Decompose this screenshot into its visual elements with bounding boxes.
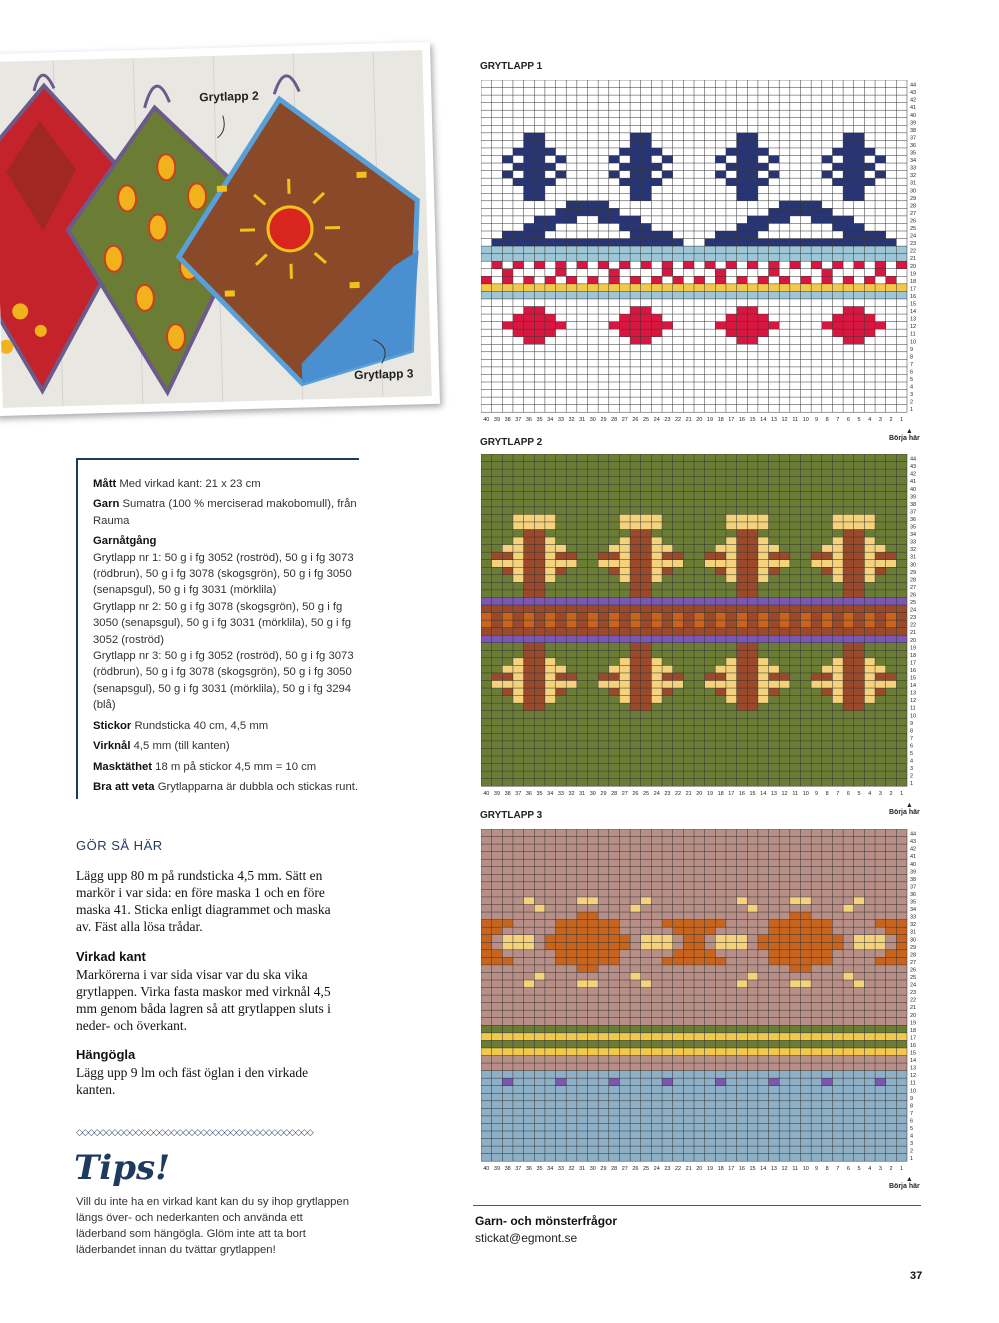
row-number: 36 bbox=[910, 142, 917, 149]
row-number: 37 bbox=[910, 509, 917, 516]
column-number: 40 bbox=[483, 791, 490, 798]
column-number: 15 bbox=[749, 1166, 756, 1173]
column-number: 32 bbox=[568, 1166, 575, 1173]
row-number: 19 bbox=[910, 1020, 917, 1027]
chart-3-title: GRYTLAPP 3 bbox=[480, 810, 543, 821]
row-number: 28 bbox=[910, 203, 917, 210]
row-number: 28 bbox=[910, 577, 917, 584]
column-number: 6 bbox=[846, 417, 850, 424]
needles-line: Stickor Rundsticka 40 cm, 4,5 mm bbox=[93, 719, 269, 732]
row-number: 34 bbox=[910, 532, 917, 539]
row-number: 3 bbox=[910, 392, 914, 399]
chart-2-title: GRYTLAPP 2 bbox=[480, 437, 543, 448]
column-number: 23 bbox=[664, 417, 671, 424]
diamond-divider: ◇◇◇◇◇◇◇◇◇◇◇◇◇◇◇◇◇◇◇◇◇◇◇◇◇◇◇◇◇◇◇◇◇◇◇◇◇◇◇◇ bbox=[76, 1127, 313, 1137]
row-number: 8 bbox=[910, 728, 914, 735]
row-number: 27 bbox=[910, 959, 917, 966]
column-number: 38 bbox=[504, 1166, 511, 1173]
column-number: 31 bbox=[579, 417, 586, 424]
column-number: 28 bbox=[611, 1166, 618, 1173]
row-number: 12 bbox=[910, 324, 917, 331]
chart-2-start: ▲ Börja här bbox=[889, 802, 920, 816]
row-number: 38 bbox=[910, 876, 917, 883]
crochet-edge-heading: Virkad kant bbox=[76, 949, 146, 964]
column-number: 8 bbox=[825, 417, 829, 424]
row-number: 27 bbox=[910, 584, 917, 591]
row-number: 22 bbox=[910, 248, 917, 255]
column-number: 24 bbox=[653, 791, 660, 798]
instructions-heading: GÖR SÅ HÄR bbox=[76, 838, 163, 853]
column-number: 39 bbox=[493, 1166, 501, 1173]
column-number: 27 bbox=[621, 417, 628, 424]
column-number: 12 bbox=[781, 1166, 788, 1173]
column-number: 8 bbox=[825, 791, 829, 798]
row-number: 40 bbox=[910, 861, 917, 868]
column-number: 30 bbox=[589, 791, 596, 798]
column-number: 19 bbox=[706, 1166, 714, 1173]
row-number: 40 bbox=[910, 112, 917, 119]
row-number: 30 bbox=[910, 188, 917, 195]
row-number: 39 bbox=[910, 494, 917, 501]
row-number: 1 bbox=[910, 1156, 914, 1163]
row-number: 15 bbox=[910, 675, 917, 682]
column-number: 19 bbox=[706, 417, 714, 424]
row-number: 38 bbox=[910, 501, 917, 508]
row-number: 7 bbox=[910, 361, 914, 368]
column-number: 2 bbox=[889, 417, 893, 424]
row-number: 5 bbox=[910, 1126, 914, 1132]
row-number: 20 bbox=[910, 263, 917, 270]
row-number: 4 bbox=[910, 1133, 914, 1140]
column-number: 34 bbox=[547, 791, 554, 798]
row-number: 26 bbox=[910, 218, 917, 225]
row-number: 7 bbox=[910, 1110, 914, 1117]
row-number: 25 bbox=[910, 975, 917, 981]
row-number: 19 bbox=[910, 645, 917, 652]
column-number: 34 bbox=[547, 417, 554, 424]
column-number: 2 bbox=[889, 791, 893, 798]
column-number: 25 bbox=[643, 1166, 650, 1173]
column-number: 7 bbox=[836, 791, 840, 798]
row-number: 17 bbox=[910, 1035, 917, 1042]
column-number: 16 bbox=[738, 1166, 745, 1173]
column-number: 31 bbox=[579, 1166, 586, 1173]
row-number: 43 bbox=[910, 839, 917, 846]
row-number: 2 bbox=[910, 399, 914, 406]
crochet-hook-line: Virknål 4,5 mm (till kanten) bbox=[93, 740, 230, 753]
column-number: 9 bbox=[814, 1166, 819, 1173]
column-number: 18 bbox=[717, 791, 724, 798]
row-number: 17 bbox=[910, 660, 917, 667]
row-number: 35 bbox=[910, 150, 917, 157]
column-number: 30 bbox=[589, 417, 596, 424]
column-number: 2 bbox=[889, 1166, 893, 1173]
row-number: 21 bbox=[910, 1005, 917, 1012]
column-number: 20 bbox=[696, 791, 703, 798]
row-number: 9 bbox=[910, 720, 914, 727]
row-number: 28 bbox=[910, 952, 917, 959]
row-number: 11 bbox=[910, 331, 916, 338]
row-number: 27 bbox=[910, 210, 917, 217]
contact-email[interactable]: stickat@egmont.se bbox=[475, 1231, 578, 1245]
column-number: 1 bbox=[900, 417, 904, 424]
row-number: 1 bbox=[910, 781, 914, 788]
row-number: 22 bbox=[910, 997, 917, 1004]
row-number: 11 bbox=[910, 705, 916, 712]
column-number: 5 bbox=[857, 791, 861, 798]
row-number: 32 bbox=[910, 547, 917, 554]
row-number: 36 bbox=[910, 891, 917, 898]
row-number: 32 bbox=[910, 173, 917, 180]
row-number: 16 bbox=[910, 293, 917, 300]
column-number: 36 bbox=[525, 1166, 532, 1173]
row-number: 5 bbox=[910, 377, 914, 383]
chart-2-grid bbox=[481, 454, 926, 802]
column-number: 35 bbox=[536, 1166, 543, 1173]
yarn-amount-heading: Garnåtgång bbox=[93, 535, 157, 548]
photo-label-grytlapp-2: Grytlapp 2 bbox=[199, 88, 259, 105]
row-number: 18 bbox=[910, 1027, 917, 1034]
row-number: 24 bbox=[910, 607, 917, 614]
column-number: 33 bbox=[557, 417, 564, 424]
row-number: 41 bbox=[910, 854, 917, 861]
row-number: 10 bbox=[910, 339, 917, 346]
row-number: 16 bbox=[910, 1042, 917, 1049]
row-number: 37 bbox=[910, 884, 917, 891]
column-number: 25 bbox=[643, 417, 650, 424]
row-number: 15 bbox=[910, 1050, 917, 1057]
row-number: 21 bbox=[910, 256, 917, 263]
column-number: 34 bbox=[547, 1166, 554, 1173]
column-number: 28 bbox=[611, 417, 618, 424]
row-number: 25 bbox=[910, 226, 917, 232]
column-number: 26 bbox=[632, 1166, 639, 1173]
row-number: 25 bbox=[910, 600, 917, 606]
row-number: 11 bbox=[910, 1080, 916, 1087]
column-number: 15 bbox=[749, 791, 756, 798]
row-number: 9 bbox=[910, 346, 914, 353]
row-number: 7 bbox=[910, 735, 914, 742]
row-number: 33 bbox=[910, 539, 917, 546]
column-number: 24 bbox=[653, 417, 660, 424]
column-number: 35 bbox=[536, 791, 543, 798]
row-number: 40 bbox=[910, 486, 917, 493]
row-number: 29 bbox=[910, 195, 917, 202]
row-number: 38 bbox=[910, 127, 917, 134]
column-number: 40 bbox=[483, 1166, 490, 1173]
column-number: 37 bbox=[515, 791, 522, 798]
row-number: 23 bbox=[910, 990, 917, 997]
row-number: 44 bbox=[910, 456, 917, 463]
column-number: 8 bbox=[825, 1166, 829, 1173]
instructions-intro: Lägg upp 80 m på rundsticka 4,5 mm. Sätt en markör i var sida: en före maska 1 och en före maska 41. Sticka enligt diagrammet och maska av. Fäst alla lösa trådar. bbox=[76, 868, 331, 934]
row-number: 22 bbox=[910, 622, 917, 629]
column-number: 22 bbox=[674, 1166, 682, 1173]
tips-text: Vill du inte ha en virkad kant kan du sy ihop grytlappen längs över- och nederkanten och använda ett läderband som hängögla. Glöm inte att ta bort läderbandet innan du tvättar grytlappen! bbox=[76, 1196, 349, 1256]
column-number: 37 bbox=[515, 1166, 522, 1173]
column-number: 28 bbox=[611, 791, 618, 798]
column-number: 29 bbox=[600, 417, 607, 424]
column-number: 10 bbox=[802, 1166, 809, 1173]
column-number: 36 bbox=[525, 417, 532, 424]
row-number: 42 bbox=[910, 97, 917, 104]
crochet-edge-text: Markörerna i var sida visar var du ska vika grytlappen. Virka fasta maskor med virknål 4,5 mm genom båda lagren så att grytlappen sluts i neder- och överkant. bbox=[76, 967, 331, 1033]
column-number: 29 bbox=[600, 791, 607, 798]
contact-divider bbox=[473, 1205, 921, 1206]
row-number: 24 bbox=[910, 982, 917, 989]
row-number: 5 bbox=[910, 751, 914, 757]
column-number: 11 bbox=[792, 791, 799, 798]
column-number: 21 bbox=[685, 1166, 692, 1173]
yarn-amount-3: Grytlapp nr 3: 50 g i fg 3052 (roströd), 50 g i fg 3073 (rödbrun), 50 g i fg 3078 (skogsgrön), 50 g i fg 3050 (senapsgul), 50 g i fg 3031 (mörklila), 50 g i fg 3294 (blå) bbox=[93, 650, 354, 712]
column-number: 13 bbox=[770, 417, 777, 424]
column-number: 3 bbox=[878, 1166, 882, 1173]
column-number: 19 bbox=[706, 791, 714, 798]
column-number: 27 bbox=[621, 1166, 628, 1173]
row-number: 32 bbox=[910, 922, 917, 929]
row-number: 26 bbox=[910, 967, 917, 974]
row-number: 13 bbox=[910, 690, 917, 697]
column-number: 39 bbox=[493, 417, 501, 424]
row-number: 10 bbox=[910, 713, 917, 720]
column-number: 4 bbox=[868, 791, 872, 798]
row-number: 24 bbox=[910, 233, 917, 240]
row-number: 3 bbox=[910, 1141, 914, 1148]
column-number: 3 bbox=[878, 791, 882, 798]
hanging-loop-heading: Hängögla bbox=[76, 1047, 136, 1062]
column-number: 14 bbox=[760, 791, 767, 798]
row-number: 6 bbox=[910, 369, 914, 376]
row-number: 12 bbox=[910, 1073, 917, 1080]
row-number: 19 bbox=[910, 271, 917, 278]
column-number: 26 bbox=[632, 791, 639, 798]
yarn-amount-2: Grytlapp nr 2: 50 g i fg 3078 (skogsgrön), 50 g i fg 3050 (senapsgul), 50 g i fg 3031 (mörklila), 50 g i fg 3052 (roströd) bbox=[93, 600, 352, 646]
row-number: 3 bbox=[910, 766, 914, 773]
row-number: 34 bbox=[910, 158, 917, 165]
chart-1-grid bbox=[481, 80, 926, 428]
row-number: 36 bbox=[910, 516, 917, 523]
column-number: 36 bbox=[525, 791, 532, 798]
row-number: 13 bbox=[910, 1065, 917, 1072]
column-number: 17 bbox=[728, 1166, 735, 1173]
row-number: 33 bbox=[910, 165, 917, 172]
column-number: 9 bbox=[814, 791, 819, 798]
column-number: 32 bbox=[568, 791, 575, 798]
column-number: 18 bbox=[717, 417, 724, 424]
row-number: 44 bbox=[910, 831, 917, 838]
row-number: 17 bbox=[910, 286, 917, 293]
column-number: 20 bbox=[696, 417, 703, 424]
row-number: 13 bbox=[910, 316, 917, 323]
row-number: 8 bbox=[910, 354, 914, 361]
column-number: 16 bbox=[738, 417, 745, 424]
page-number: 37 bbox=[910, 1270, 923, 1282]
row-number: 37 bbox=[910, 135, 917, 142]
column-number: 1 bbox=[900, 791, 904, 798]
yarn-amount-1: Grytlapp nr 1: 50 g i fg 3052 (roströd), 50 g i fg 3073 (rödbrun), 50 g i fg 3078 (skogsgrön), 50 g i fg 3050 (senapsgul), 50 g i fg 3031 (mörklila) bbox=[93, 551, 354, 597]
row-number: 39 bbox=[910, 869, 917, 876]
row-number: 23 bbox=[910, 615, 917, 622]
column-number: 11 bbox=[792, 1166, 799, 1173]
row-number: 12 bbox=[910, 698, 917, 705]
row-number: 21 bbox=[910, 630, 917, 637]
column-number: 7 bbox=[836, 417, 840, 424]
column-number: 24 bbox=[653, 1166, 660, 1173]
row-number: 41 bbox=[910, 105, 917, 112]
column-number: 21 bbox=[685, 791, 692, 798]
column-number: 23 bbox=[664, 791, 671, 798]
row-number: 18 bbox=[910, 652, 917, 659]
photo-label-grytlapp-3: Grytlapp 3 bbox=[353, 366, 414, 383]
column-number: 33 bbox=[557, 1166, 564, 1173]
column-number: 1 bbox=[900, 1166, 904, 1173]
column-number: 30 bbox=[589, 1166, 596, 1173]
column-number: 38 bbox=[504, 791, 511, 798]
row-number: 29 bbox=[910, 569, 917, 576]
column-number: 15 bbox=[749, 417, 756, 424]
row-number: 20 bbox=[910, 1012, 917, 1019]
column-number: 16 bbox=[738, 791, 745, 798]
chart-1-start: ▲ Börja här bbox=[889, 428, 920, 442]
row-number: 29 bbox=[910, 944, 917, 951]
column-number: 17 bbox=[728, 417, 735, 424]
row-number: 35 bbox=[910, 524, 917, 531]
column-number: 23 bbox=[664, 1166, 671, 1173]
chart-3-grid bbox=[481, 829, 926, 1177]
gauge-line: Masktäthet 18 m på stickor 4,5 mm = 10 cm bbox=[93, 760, 317, 773]
column-number: 5 bbox=[857, 1166, 861, 1173]
row-number: 8 bbox=[910, 1103, 914, 1110]
row-number: 10 bbox=[910, 1088, 917, 1095]
column-number: 38 bbox=[504, 417, 511, 424]
column-number: 13 bbox=[770, 1166, 777, 1173]
column-number: 9 bbox=[814, 417, 819, 424]
column-number: 33 bbox=[557, 791, 564, 798]
column-number: 31 bbox=[579, 791, 586, 798]
good-to-know-line: Bra att veta Grytlapparna är dubbla och stickas runt. bbox=[93, 780, 358, 793]
row-number: 2 bbox=[910, 1148, 914, 1155]
row-number: 31 bbox=[910, 929, 917, 936]
row-number: 43 bbox=[910, 90, 917, 97]
column-number: 4 bbox=[868, 1166, 872, 1173]
column-number: 37 bbox=[515, 417, 522, 424]
row-number: 2 bbox=[910, 773, 914, 780]
row-number: 4 bbox=[910, 384, 914, 391]
tips-title: Tips! bbox=[74, 1148, 171, 1188]
column-number: 10 bbox=[802, 791, 809, 798]
column-number: 39 bbox=[493, 791, 501, 798]
column-number: 12 bbox=[781, 417, 788, 424]
contact-title: Garn- och mönsterfrågor bbox=[475, 1214, 618, 1228]
column-number: 18 bbox=[717, 1166, 724, 1173]
column-number: 35 bbox=[536, 417, 543, 424]
row-number: 35 bbox=[910, 899, 917, 906]
column-number: 11 bbox=[792, 417, 799, 424]
row-number: 9 bbox=[910, 1095, 914, 1102]
column-number: 22 bbox=[674, 791, 682, 798]
chart-1-title: GRYTLAPP 1 bbox=[480, 61, 543, 72]
row-number: 44 bbox=[910, 82, 917, 89]
chart-3-start: ▲ Börja här bbox=[889, 1176, 920, 1190]
row-number: 20 bbox=[910, 637, 917, 644]
row-number: 14 bbox=[910, 309, 917, 316]
yarn-line: Garn Sumatra (100 % merciserad makobomull), från Rauma bbox=[93, 498, 357, 527]
column-number: 25 bbox=[643, 791, 650, 798]
size-line: Mått Med virkad kant: 21 x 23 cm bbox=[93, 478, 261, 490]
row-number: 43 bbox=[910, 464, 917, 471]
row-number: 6 bbox=[910, 743, 914, 750]
column-number: 21 bbox=[685, 417, 692, 424]
row-number: 41 bbox=[910, 479, 917, 486]
row-number: 14 bbox=[910, 1058, 917, 1065]
materials-box bbox=[76, 458, 359, 799]
column-number: 13 bbox=[770, 791, 777, 798]
column-number: 6 bbox=[846, 791, 850, 798]
column-number: 40 bbox=[483, 417, 490, 424]
column-number: 3 bbox=[878, 417, 882, 424]
column-number: 6 bbox=[846, 1166, 850, 1173]
column-number: 20 bbox=[696, 1166, 703, 1173]
column-number: 4 bbox=[868, 417, 872, 424]
column-number: 12 bbox=[781, 791, 788, 798]
row-number: 42 bbox=[910, 471, 917, 478]
column-number: 22 bbox=[674, 417, 682, 424]
row-number: 26 bbox=[910, 592, 917, 599]
column-number: 14 bbox=[760, 1166, 767, 1173]
row-number: 33 bbox=[910, 914, 917, 921]
row-number: 6 bbox=[910, 1118, 914, 1125]
potholder-photo bbox=[0, 42, 440, 416]
column-number: 32 bbox=[568, 417, 575, 424]
row-number: 15 bbox=[910, 301, 917, 308]
column-number: 27 bbox=[621, 791, 628, 798]
column-number: 5 bbox=[857, 417, 861, 424]
row-number: 31 bbox=[910, 180, 917, 187]
column-number: 26 bbox=[632, 417, 639, 424]
row-number: 1 bbox=[910, 407, 914, 414]
column-number: 29 bbox=[600, 1166, 607, 1173]
row-number: 30 bbox=[910, 937, 917, 944]
row-number: 30 bbox=[910, 562, 917, 569]
row-number: 23 bbox=[910, 241, 917, 248]
row-number: 34 bbox=[910, 907, 917, 914]
row-number: 42 bbox=[910, 846, 917, 853]
column-number: 14 bbox=[760, 417, 767, 424]
row-number: 31 bbox=[910, 554, 917, 561]
row-number: 39 bbox=[910, 120, 917, 127]
row-number: 14 bbox=[910, 683, 917, 690]
column-number: 17 bbox=[728, 791, 735, 798]
column-number: 10 bbox=[802, 417, 809, 424]
hanging-loop-text: Lägg upp 9 lm och fäst öglan i den virkade kanten. bbox=[76, 1065, 309, 1097]
row-number: 18 bbox=[910, 278, 917, 285]
column-number: 7 bbox=[836, 1166, 840, 1173]
row-number: 16 bbox=[910, 667, 917, 674]
row-number: 4 bbox=[910, 758, 914, 765]
